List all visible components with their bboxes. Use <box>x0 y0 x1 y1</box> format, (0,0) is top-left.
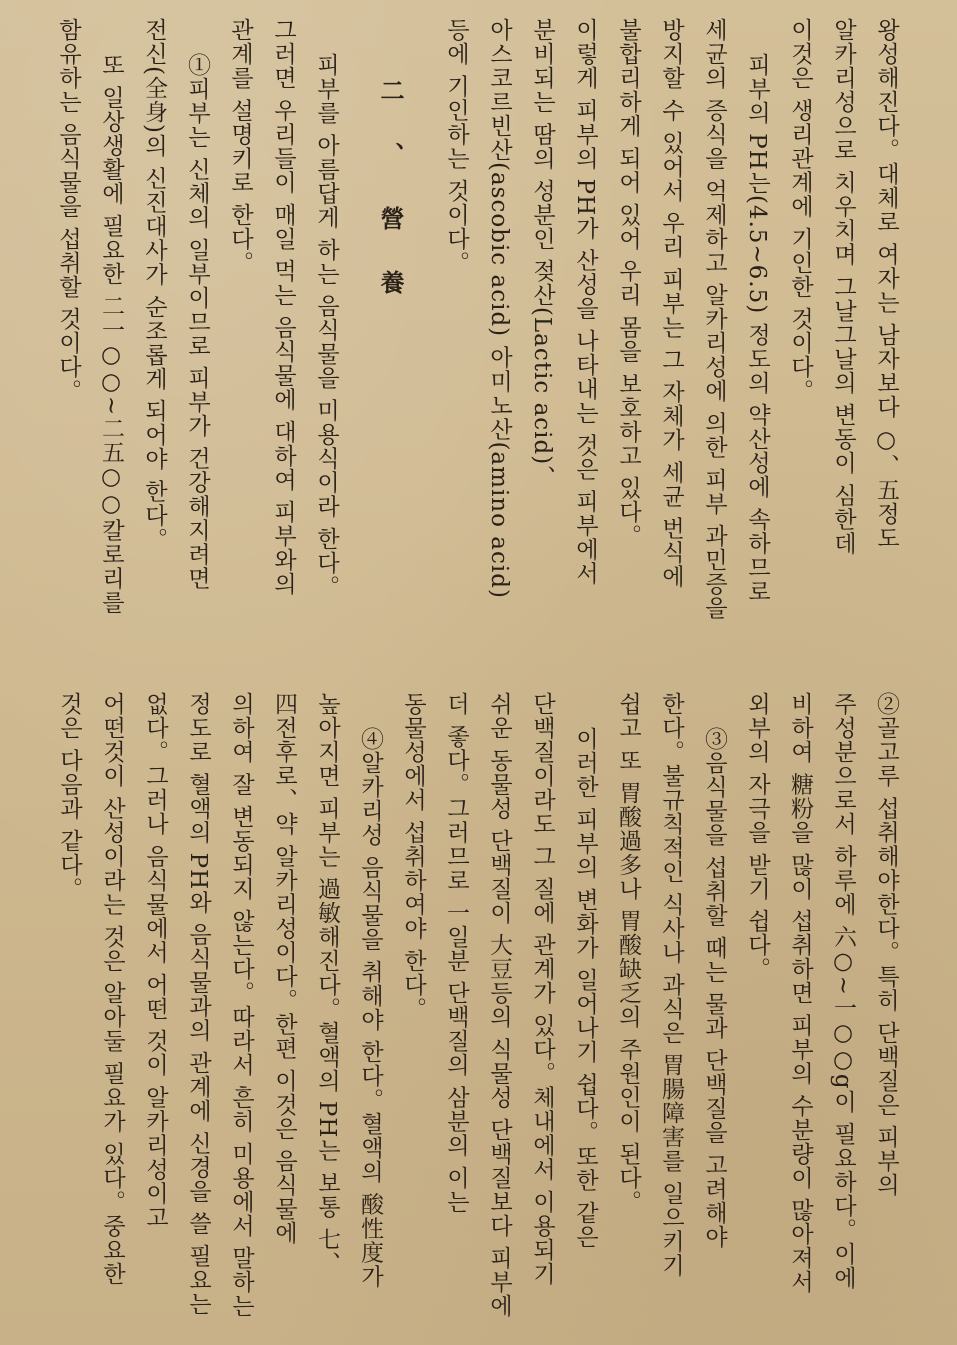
paragraph-calories: 또 일상생활에 필요한 二一○○~二五○○칼로리를 함유하는 음식물을 섭취할 것이다。 <box>55 18 124 614</box>
paragraph-rule-3: ③음식물을 섭취할 때는 물과 단백질을 고려해야 한다。불규칙적인 식사나 과식은 胃腸障害를 일으키기 쉽고 또 胃酸過多나 胃酸缺乏의 주원인이 된다。 <box>615 692 727 1278</box>
paragraph-rule-1: ①피부는 신체의 일부이므로 피부가 건강해지려면 전신(全身)의 신진대사가 순조롭게 되어야 한다。 <box>141 18 210 590</box>
paragraph-rule-2: ②골고루 섭취해야한다。특히 단백질은 피부의 주성분으로서 하루에 六○~一○○g이 필요하다。이에 비하여 糖粉을 많이 섭취하면 피부의 수분량이 많아져서 외부의 자극을 받기 쉽다。 <box>744 692 899 1294</box>
paragraph-protein-quality: 이러한 피부의 변화가 일어나기 쉽다。또한 같은 단백질이라도 그 질에 관계가 있다。체내에서 이용되기 쉬운 동물성 단백질이 大豆등의 식물성 단백질보다 피부에 더 좋다。그러므로 一일분 단백질의 삼분의 이는 동물성에서 섭취하여야 한다。 <box>400 692 598 1318</box>
paragraph-alkalinity: 왕성해진다。대체로 여자는 남자보다 ○、五정도 알카리성으로 치우치며 그날그날의 변동이 심한데 이것은 생리관계에 기인한 것이다。 <box>787 18 899 556</box>
paragraph-skin-ph: 피부의 PH는(4.5~6.5) 정도의 약산성에 속하므로 세균의 증식을 억제하고 알카리성에 의한 피부 과민증을 방지할 수 있어서 우리 피부는 그 자체가 세균 번식에 불합리하게 되어 있어 우리 몸을 보호하고 있다。 이렇게 피부의 PH가 산성을 나타내는 것은 피부에서 분비되는 땀의 성분인 젖산(Lactic acid)、아스코르빈산(ascobic acid) 아미노산(amino acid)등에 기인하는 것이다。 <box>443 18 770 620</box>
section-heading-nutrition: 二、營養 <box>376 78 405 334</box>
paragraph-beauty-food: 피부를 아름답게 하는 음식물을 미용식이라 한다。그러면 우리들이 매일 먹는 음식물에 대하여 피부와의 관계를 설명키로 한다。 <box>227 18 339 599</box>
lower-text-block <box>56 692 907 1322</box>
paragraph-rule-4: ④알카리성 음식물을 취해야 한다。혈액의 酸性度가 높아지면 피부는 過敏해진다。혈액의 PH는 보통 七、四전후로、약 알카리성이다。한편 이것은 음식물에 의하여 잘 변동되지 않는다。따라서 흔히 미용에서 말하는 정도로 혈액의 PH와 음식물과의 관계에 신경을 쓸 필요는 없다。그러나 음식물에서 어떤 것이 알카리성이고 어떤것이 산성이라는 것은 알아둘 필요가 있다。중요한 것은 다음과 같다。 <box>56 692 383 1318</box>
upper-text-block <box>55 18 907 628</box>
